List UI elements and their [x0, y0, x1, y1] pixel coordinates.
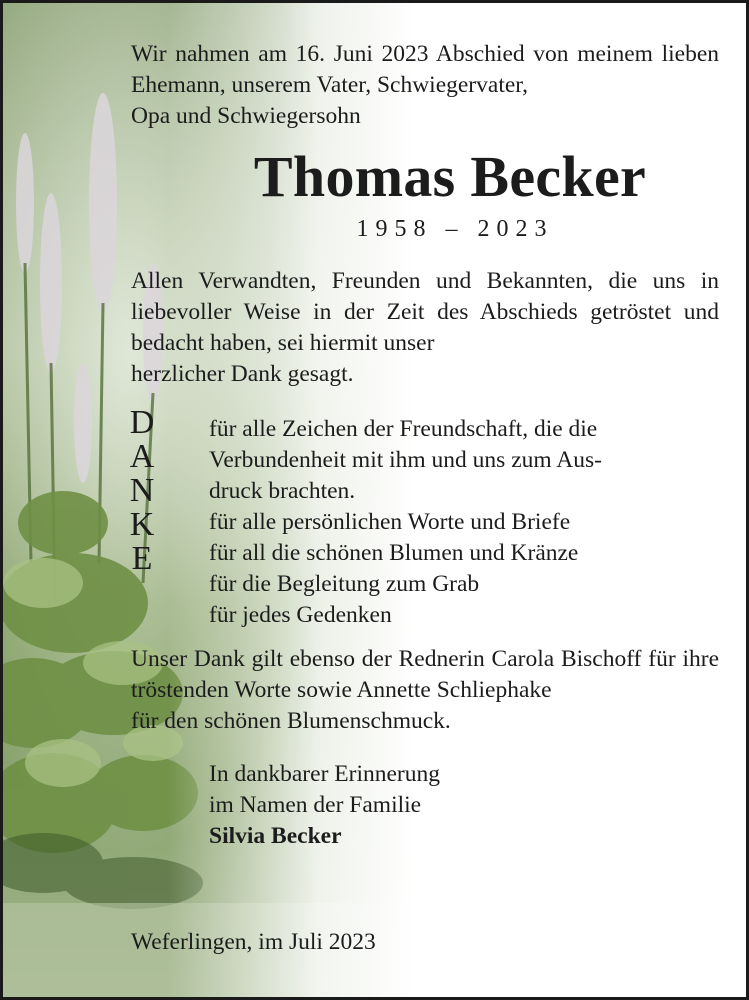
thanks-line: herzlicher Dank gesagt.	[131, 361, 354, 387]
special-thanks-line: für ihre tröstenden Worte sowie Annette Schliephake	[131, 646, 719, 703]
danke-letter: N	[129, 472, 155, 509]
danke-line: für die Begleitung zum Grab	[209, 571, 480, 597]
intro-line: Opa und Schwiegersohn	[131, 103, 361, 129]
danke-acrostic	[127, 406, 157, 576]
intro-paragraph	[131, 39, 719, 132]
intro-line: lieben Ehemann, unserem Vater, Schwiegervater,	[131, 41, 720, 98]
thanks-line: Allen Verwandten, Freunden und Bekannten, die	[131, 268, 638, 294]
danke-line: für alle persönlichen Worte und Briefe	[209, 509, 571, 535]
thanks-line: uns in liebevoller Weise in der Zeit des Abschieds	[131, 268, 720, 325]
special-thanks-paragraph	[131, 644, 719, 737]
notice-content	[131, 39, 719, 852]
danke-line: druck brachten.	[209, 478, 356, 504]
signature-block	[209, 759, 719, 852]
thanks-intro-paragraph	[131, 266, 719, 390]
place-and-date: Weferlingen, im Juli 2023	[131, 929, 376, 955]
life-years: 1958 – 2023	[356, 216, 554, 242]
danke-line: Verbundenheit mit ihm und uns zum Aus-	[209, 447, 602, 473]
deceased-name: Thomas Becker	[253, 144, 647, 209]
signature-line: In dankbarer Erinnerung	[209, 761, 440, 787]
special-thanks-line: Unser Dank gilt ebenso der Rednerin Carola Bischoff	[131, 646, 642, 672]
danke-line: für jedes Gedenken	[209, 602, 392, 628]
thanks-line: getröstet und bedacht haben, sei hiermit unser	[131, 299, 719, 356]
intro-line: Wir nahmen am 16. Juni 2023 Abschied von meinem	[131, 41, 653, 67]
danke-letter: E	[131, 540, 153, 577]
danke-letter: D	[129, 404, 155, 441]
signer-name: Silvia Becker	[209, 823, 342, 849]
danke-line: für alle Zeichen der Freundschaft, die die	[209, 416, 598, 442]
danke-letter: K	[129, 506, 155, 543]
signature-line: im Namen der Familie	[209, 792, 422, 818]
danke-line: für all die schönen Blumen und Kränze	[209, 540, 579, 566]
danke-reasons	[209, 414, 689, 631]
danke-section	[129, 404, 719, 644]
danke-letter: A	[129, 438, 155, 475]
special-thanks-line: für den schönen Blumenschmuck.	[131, 708, 451, 734]
